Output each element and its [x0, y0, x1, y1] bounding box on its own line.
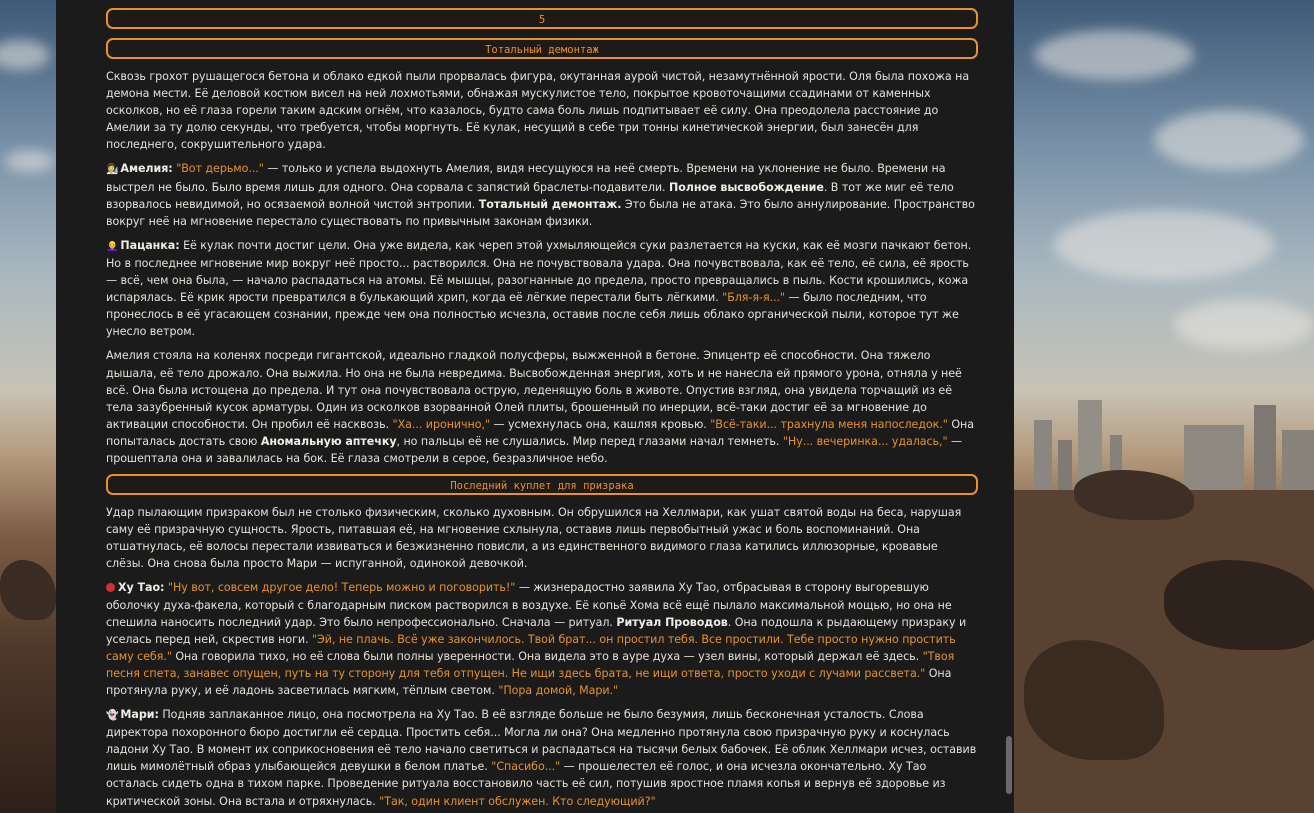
- scrollbar-thumb[interactable]: [1006, 736, 1012, 794]
- message-content: [106, 8, 978, 813]
- bold-term: Тотальный демонтаж.: [478, 197, 622, 211]
- bold-term: Полное высвобождение: [669, 180, 824, 194]
- quote: "Вот дерьмо...": [176, 162, 264, 176]
- narration-text: Подняв заплаканное лицо, она посмотрела на Ху Тао. В её взгляде больше не было безумия, лишь бесконечная усталость. Слова директора похоронного бюро достигли её сердца. Простить себя... Могла ли она? Она медленно протянула свою призрачную руку и коснулась ладони Ху Тао. В момент их соприкосновения её тело начало светиться и распадаться на тысячи белых бабочек. Её облик Хеллмари исчез, оставив лишь мимолётный образ улыбающейся девушки в белом платье.: [106, 708, 977, 774]
- narration-text: — жизнерадостно заявила Ху Тао, отбрасывая в сторону выгоревшую оболочку духа-факела, который с благодарным писком растворился в воздухе. Её копьё Хома всё ещё пылало максимальной мощью, но она не спешила наносить последний удар. Это было непрофессионально. Сначала — ритуал.: [106, 581, 952, 629]
- quote: "Бля-я-я...": [722, 291, 786, 305]
- narration-text: , но пальцы её не слушались. Мир перед глазами начал темнеть.: [396, 434, 783, 448]
- dialogue-paragraph-hu-tao: [106, 579, 978, 699]
- narration-text: Это была не атака. Это было аннулирование. Пространство вокруг неё на мгновение перестало существовать по привычным законам физики.: [106, 197, 975, 228]
- bold-term: Аномальную аптечку: [260, 434, 397, 448]
- narration-text: Она попыталась достать свою: [106, 417, 974, 448]
- narration-text: Она протянула руку, и её ладонь засветилась мягким, тёплым светом.: [106, 666, 952, 697]
- background-left-strip: [0, 0, 56, 813]
- narration-paragraph-amelia-wounded: [106, 347, 978, 467]
- speaker-name: Ху Тао:: [118, 581, 165, 595]
- quote: "Ну вот, совсем другое дело! Теперь можно и поговорить!": [167, 581, 516, 595]
- speaker-name: Амелия:: [120, 162, 173, 176]
- background-right-strip: [1014, 0, 1314, 813]
- narration-text: Она говорила тихо, но её слова были полны уверенности. Она видела это в ауре духа — узел вины, который держал её здесь.: [171, 649, 923, 663]
- dialogue-paragraph-patsanka: [106, 237, 978, 341]
- quote: "Пора домой, Мари.": [498, 684, 619, 697]
- quote: "Спасибо...": [491, 760, 561, 774]
- speaker-name: Мари:: [120, 708, 159, 722]
- quote: "Твоя песня спета, занавес опущен, путь на ту сторону для тебя отпущен. Не ищи здесь брата, не ищи ответа, просто уходи с лучами рассвета.": [106, 649, 955, 680]
- red-circle-icon: [106, 583, 115, 592]
- quote: "Так, один клиент обслужен. Кто следующий?": [379, 794, 656, 808]
- quote: "Эй, не плачь. Всё уже закончилось. Твой брат... он простил тебя. Все простили. Тебе просто нужно простить саму себя.": [106, 632, 956, 663]
- narration-text: Её кулак почти достиг цели. Она уже видела, как череп этой ухмыляющейся суки разлетается на куски, как её мозги пачкают бетон. Но в последнее мгновение мир вокруг неё просто... растворился. Она не почувствовала удара. Она почувствовала, как её тело, её сила, её ярость — всё, чем она была, — начало распадаться на атомы. Её мышцы, разогнанные до предела, просто превращались в пыль. Кости крошились, кожа испарялась. Её крик ярости превратился в булькающий хрип, когда её лёгкие перестали быть лёгкими.: [106, 238, 972, 305]
- narration-text: . Она подошла к рыдающему призраку и уселась перед ней, скрестив ноги.: [106, 615, 967, 646]
- narration-paragraph: Удар пылающим призраком был не столько физическим, сколько духовным. Он обрушился на Хеллмари, как ушат святой воды на беса, нарушая саму её призрачную сущность. Ярость, питавшая её, на мгновение схлынула, оставив лишь первобытный ужас и боль воспоминаний. Она отшатнулась, её волосы перестали извиваться и безжизненно повисли, а из единственного видимого глаза катились иллюзорные, кровавые слёзы. Она снова была просто Мари — испуганной, одинокой девочкой.: [106, 506, 962, 571]
- bold-term: Ритуал Проводов: [616, 615, 728, 629]
- quote: "Ну... вечеринка... удалась,": [782, 434, 948, 448]
- narration-text: — прошелестел её голос, и она исчезла окончательно. Ху Тао осталась сидеть одна в тихом парке. Проведение ритуала восстановило часть её сил, потушив яростное пламя копья и вернув её здоровье из критической зоны. Она встала и отряхнулась.: [106, 760, 946, 808]
- narration-text: . В тот же миг её тело взорвалось невидимой, но осязаемой волной чистой энтропии.: [106, 180, 954, 211]
- section-header-last-verse: Последний куплет для призрака: [106, 474, 978, 495]
- section-header-total-demolition: Тотальный демонтаж: [106, 38, 978, 59]
- speaker-name: Пацанка:: [120, 238, 180, 252]
- narration-text: — прошептала она и завалилась на бок. Её глаза смотрели в серое, безразличное небо.: [106, 434, 963, 465]
- narration-text: — только и успела выдохнуть Амелия, видя несущуюся на неё смерть. Времени на уклонение не было. Времени на выстрел не было. Было время лишь для одного. Она сорвала с запястий браслеты-подавители.: [106, 162, 946, 194]
- scientist-icon: 👩‍🔬: [106, 164, 119, 176]
- narration-paragraph: Сквозь грохот рушащегося бетона и облако едкой пыли прорвалась фигура, окутанная аурой чистой, незамутнённой ярости. Оля была похожа на демона мести. Её деловой костюм висел на ней лохмотьями, обнажая мускулистое тело, покрытое кровоточащими ссадинами от каменных осколков, но её глаза горели таким адским огнём, что казалось, будто сама боль лишь подпитывает её силу. Она преодолела расстояние до Амелии за ту долю секунды, что требуется, чтобы моргнуть. Её кулак, несущий в себе три тонны кинетической энергии, был занесён для последнего, сокрушительного удара.: [106, 70, 970, 152]
- bald-woman-icon: 👩‍🦲: [106, 240, 119, 252]
- dialogue-paragraph-amelia: [106, 160, 978, 229]
- chat-panel: [56, 0, 1014, 813]
- narration-text: — усмехнулась она, кашляя кровью.: [490, 417, 711, 431]
- narration-text: — было последним, что пронеслось в её угасающем сознании, прежде чем она полностью исчезла, оставив после себя лишь облако органической пыли, которое тут же унесло ветром.: [106, 291, 959, 339]
- ghost-icon: 👻: [106, 710, 119, 722]
- dialogue-paragraph-mari: [106, 706, 978, 810]
- narration-text: Амелия стояла на коленях посреди гигантской, идеально гладкой полусферы, выжженной в бетоне. Эпицентр её способности. Она тяжело дышала, её тело дрожало. Она выжила. Но она не была невредима. Высвобожденная энергия, хоть и не нанесла ей прямого урона, отняла у неё всё. Она была истощена до предела. И тут она почувствовала острую, леденящую боль в животе. Опустив взгляд, она увидела торчащий из её тела зазубренный кусок арматуры. Один из осколков взорванной Олей плиты, брошенный по инерции, всё-таки достиг её за мгновение до активации способности. Он пробил её насквозь.: [106, 349, 962, 431]
- section-header-number: 5: [106, 8, 978, 29]
- quote: "Ха... иронично,": [392, 417, 491, 431]
- quote: "Всё-таки... трахнула меня напоследок.": [710, 417, 948, 431]
